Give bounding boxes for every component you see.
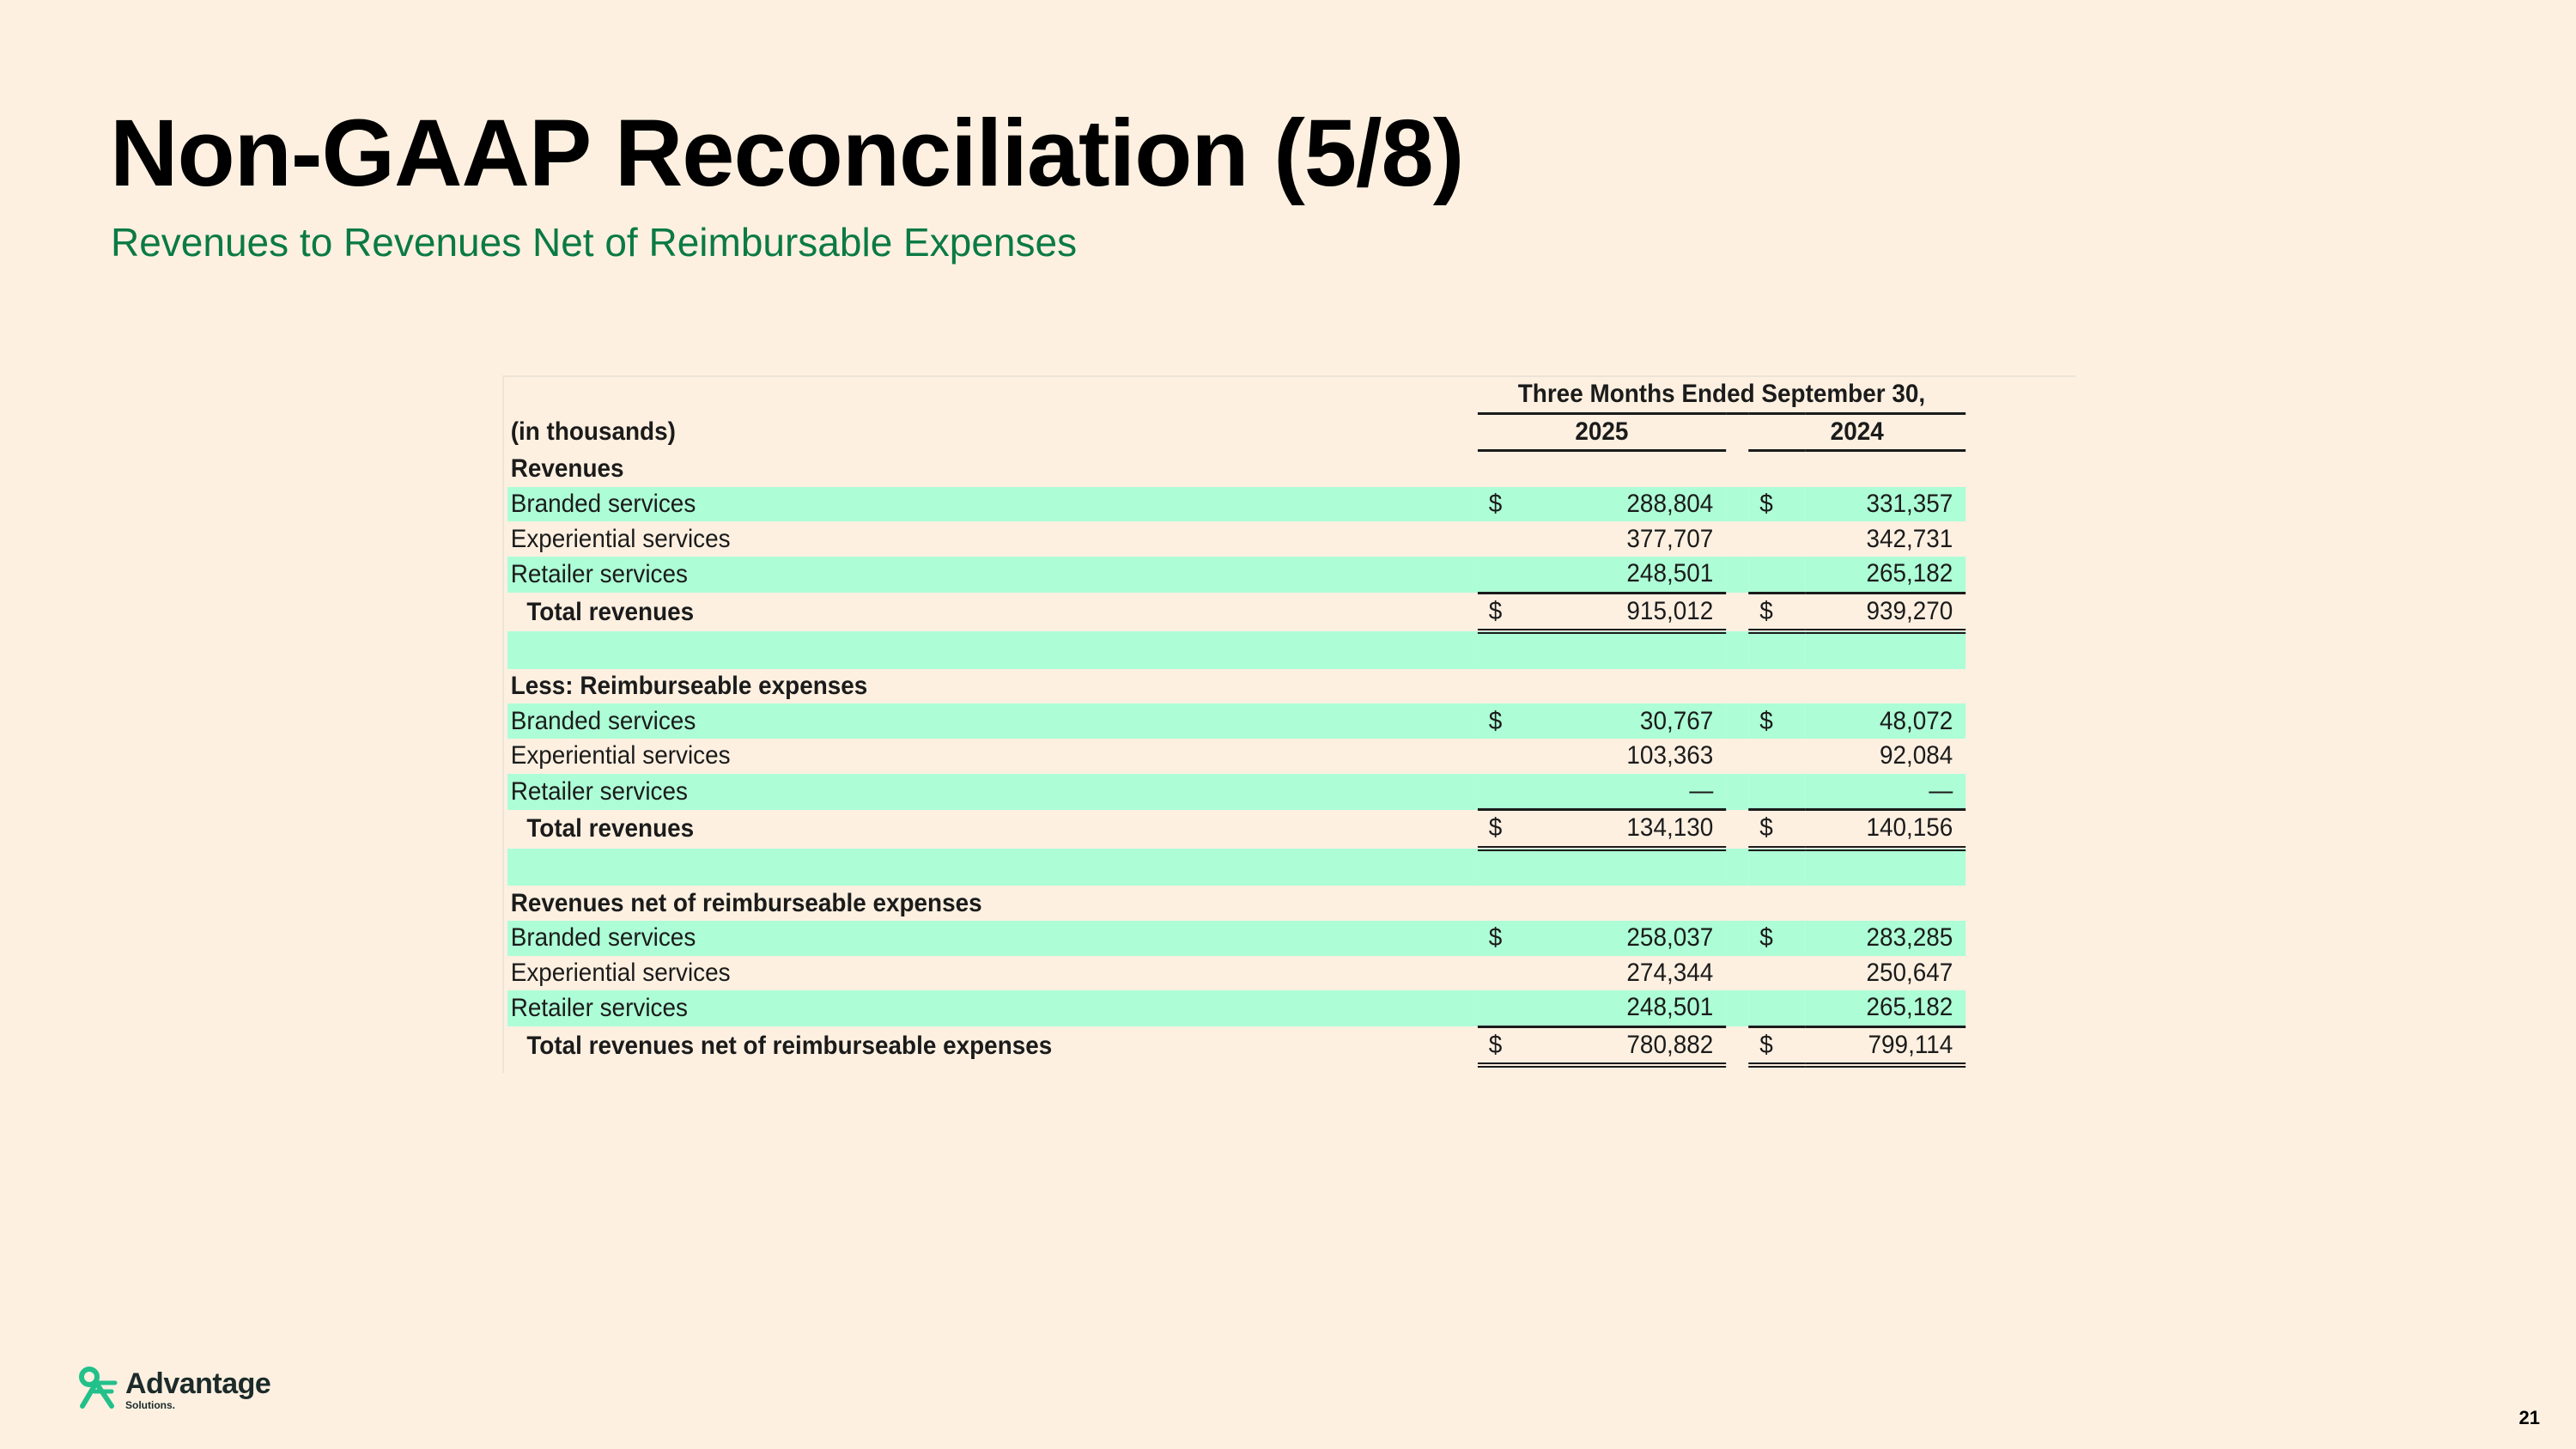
row-label: Branded services xyxy=(507,703,1478,739)
value-2025: 248,501 xyxy=(1534,557,1726,593)
currency-symbol: $ xyxy=(1748,703,1805,739)
row-label: Retailer services xyxy=(507,990,1478,1026)
currency-symbol: $ xyxy=(1748,593,1805,631)
year-header-row xyxy=(507,413,1965,451)
table-row xyxy=(507,739,1965,774)
total-label: Total revenues xyxy=(526,597,695,626)
section-heading-row xyxy=(507,669,1965,704)
row-label: Retailer services xyxy=(507,774,1478,810)
currency-symbol: $ xyxy=(1478,810,1534,849)
table-row xyxy=(507,557,1965,593)
total-row xyxy=(507,1026,1965,1065)
row-label: Experiential services xyxy=(510,524,731,553)
value-2025: 288,804 xyxy=(1534,487,1726,522)
currency-symbol: $ xyxy=(1478,487,1534,522)
section-heading: Revenues xyxy=(510,454,624,483)
row-label: Branded services xyxy=(507,921,1478,956)
value-2025: — xyxy=(1534,774,1726,810)
units-label: (in thousands) xyxy=(510,417,676,446)
row-label: Branded services xyxy=(507,487,1478,522)
page-number: 21 xyxy=(2518,1407,2540,1428)
total-2025: 134,130 xyxy=(1534,810,1726,849)
currency-symbol: $ xyxy=(1478,921,1534,956)
slide-title: Non-GAAP Reconciliation (5/8) xyxy=(110,100,1464,206)
section-heading: Less: Reimburseable expenses xyxy=(510,672,868,701)
value-2024: 331,357 xyxy=(1805,487,1965,522)
table-row xyxy=(507,990,1965,1026)
value-2025: 258,037 xyxy=(1534,921,1726,956)
company-logo xyxy=(77,1366,270,1413)
value-2024: 48,072 xyxy=(1805,703,1965,739)
value-2024: 92,084 xyxy=(1879,741,1953,770)
total-label: Total revenues net of reimburseable expenses xyxy=(526,1031,1053,1060)
row-label: Retailer services xyxy=(507,557,1478,593)
section-heading-row xyxy=(507,886,1965,921)
total-2024: 799,114 xyxy=(1805,1026,1965,1065)
slide-subtitle: Revenues to Revenues Net of Reimbursable Expenses xyxy=(111,220,1078,265)
total-2025: 915,012 xyxy=(1534,593,1726,631)
section-heading: Revenues net of reimburseable expenses xyxy=(510,888,982,917)
currency-symbol: $ xyxy=(1478,1026,1534,1065)
value-2025: 248,501 xyxy=(1534,990,1726,1026)
value-2025: 30,767 xyxy=(1534,703,1726,739)
currency-symbol: $ xyxy=(1478,703,1534,739)
reconciliation-table-container xyxy=(502,375,2075,1073)
total-label: Total revenues xyxy=(526,814,695,843)
total-row xyxy=(507,810,1965,849)
table-row xyxy=(507,521,1965,557)
value-2024: 265,182 xyxy=(1805,990,1965,1026)
value-2025: 377,707 xyxy=(1626,524,1714,553)
value-2024: — xyxy=(1805,774,1965,810)
row-label: Experiential services xyxy=(510,958,731,987)
advantage-logo-icon xyxy=(77,1366,118,1413)
value-2025: 274,344 xyxy=(1626,958,1714,987)
year-2024-header: 2024 xyxy=(1748,413,1965,451)
total-2024: 140,156 xyxy=(1805,810,1965,849)
value-2024: 265,182 xyxy=(1805,557,1965,593)
reconciliation-table xyxy=(507,377,1965,1068)
section-heading-row xyxy=(507,451,1965,487)
table-row xyxy=(507,956,1965,991)
logo-text xyxy=(125,1369,270,1410)
table-row xyxy=(507,921,1965,956)
value-2025: 103,363 xyxy=(1626,741,1714,770)
table-row xyxy=(507,487,1965,522)
year-2025-header: 2025 xyxy=(1478,413,1726,451)
table-row xyxy=(507,774,1965,810)
logo-sub: Solutions. xyxy=(125,1398,175,1411)
value-2024: 250,647 xyxy=(1866,958,1953,987)
value-2024: 342,731 xyxy=(1866,524,1953,553)
total-row xyxy=(507,593,1965,631)
currency-symbol: $ xyxy=(1748,810,1805,849)
value-2024: 283,285 xyxy=(1805,921,1965,956)
currency-symbol: $ xyxy=(1748,1026,1805,1065)
total-2025: 780,882 xyxy=(1534,1026,1726,1065)
currency-symbol: $ xyxy=(1478,593,1534,631)
currency-symbol: $ xyxy=(1748,487,1805,522)
period-header: Three Months Ended September 30, xyxy=(1478,377,1965,413)
logo-name: Advantage xyxy=(125,1367,271,1400)
total-2024: 939,270 xyxy=(1805,593,1965,631)
currency-symbol: $ xyxy=(1748,921,1805,956)
row-label: Experiential services xyxy=(510,741,731,770)
table-row xyxy=(507,703,1965,739)
spacer-row xyxy=(507,849,1965,886)
spacer-row xyxy=(507,631,1965,669)
period-header-row xyxy=(507,377,1965,413)
